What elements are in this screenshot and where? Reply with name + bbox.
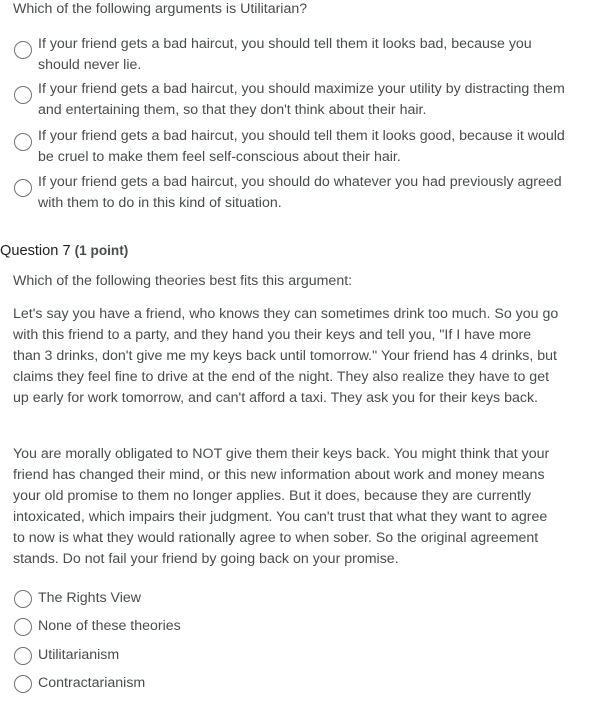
option-label[interactable]: If your friend gets a bad haircut, you should maximize your utility by distracting them and entertaining them, so that they don't think about their hair. bbox=[38, 81, 565, 118]
radio-button[interactable] bbox=[14, 41, 32, 59]
scenario-paragraph: Let's say you have a friend, who knows they can sometimes drink too much. So you go with this friend to a party, and they hand you their keys and tell you, "If I have more than 3 drinks, don't give me my keys back until tomorrow." Your friend has 4 drinks, but claims they feel fine to drive at the end of the night. They also realize they have to get up early for work tomorrow, and can't afford a taxi. They ask you for their keys back. bbox=[13, 306, 559, 406]
radio-button[interactable] bbox=[14, 133, 32, 151]
radio-button[interactable] bbox=[14, 179, 32, 197]
radio-button[interactable] bbox=[14, 618, 32, 636]
option-label[interactable]: The Rights View bbox=[38, 590, 142, 606]
radio-button[interactable] bbox=[14, 675, 32, 693]
question-7-prompt: Which of the following theories best fits this argument: bbox=[13, 273, 353, 289]
option-label[interactable]: If your friend gets a bad haircut, you should tell them it looks good, because it would be cruel to make them feel self-conscious about their hair. bbox=[38, 128, 565, 165]
radio-button[interactable] bbox=[14, 647, 32, 665]
radio-button[interactable] bbox=[14, 86, 32, 104]
radio-button[interactable] bbox=[14, 590, 32, 608]
option-label[interactable]: Contractarianism bbox=[38, 675, 146, 691]
option-label[interactable]: If your friend gets a bad haircut, you should do whatever you had previously agreed with them to do in this kind of situation. bbox=[38, 174, 562, 211]
option-label[interactable]: Utilitarianism bbox=[38, 647, 120, 663]
option-label[interactable]: If your friend gets a bad haircut, you should tell them it looks bad, because you should never lie. bbox=[38, 36, 532, 73]
question-points: (1 point) bbox=[74, 243, 129, 258]
argument-paragraph: You are morally obligated to NOT give them their keys back. You might think that your friend has changed their mind, or this new information about work and money means your old promise to them no longer applies. But it does, because they are currently intoxicated, which impairs their judgment. You can't trust that what they want to agree to now is what they would rationally agree to when sober. So the original agreement stands. Do not fail your friend by going back on your promise. bbox=[13, 446, 550, 567]
option-label[interactable]: None of these theories bbox=[38, 618, 181, 634]
question-6-prompt: Which of the following arguments is Utilitarian? bbox=[13, 1, 308, 17]
question-7-header bbox=[0, 241, 128, 261]
question-title: Question 7 bbox=[0, 243, 71, 259]
